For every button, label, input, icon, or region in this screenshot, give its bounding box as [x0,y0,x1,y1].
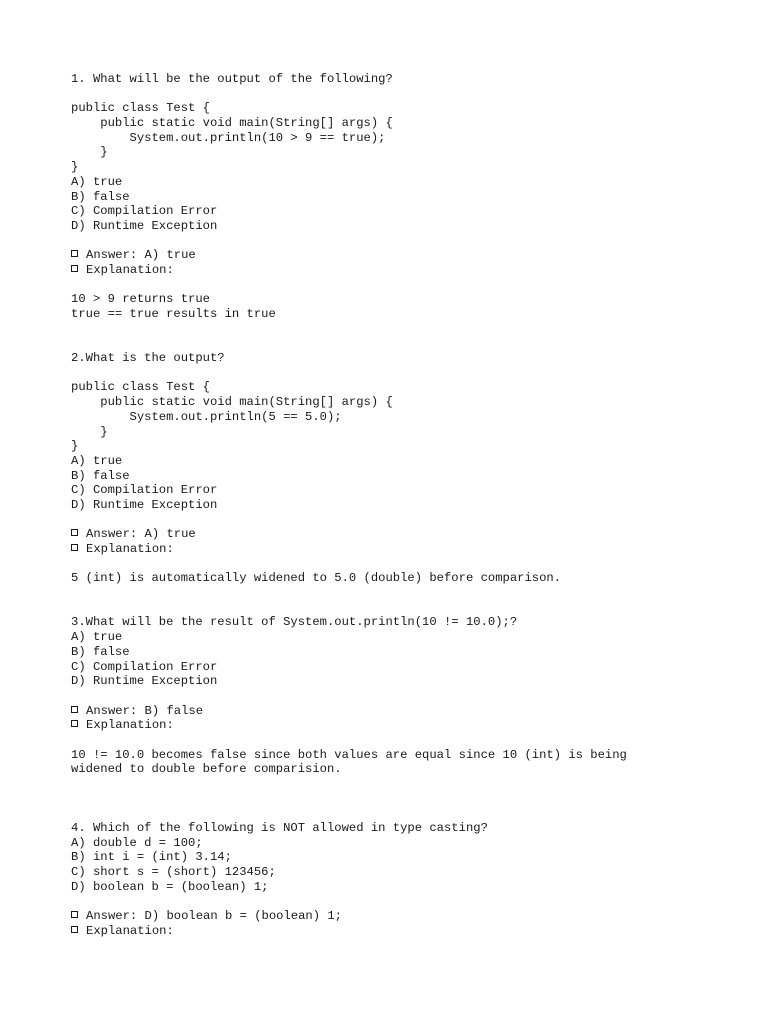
option-a: A) true [71,453,123,468]
code-line: } [71,145,108,160]
answer-text: Answer: A) true [86,527,196,542]
explanation-text: 10 > 9 returns true [71,292,210,307]
code-line: } [71,160,79,175]
option-d: D) Runtime Exception [71,674,218,689]
square-bullet-icon [71,265,78,272]
question-2-title: 2.What is the output? [71,351,225,366]
answer-line [71,248,731,263]
explanation-heading [71,924,731,939]
option-b: B) false [71,644,130,659]
code-line: System.out.println(10 > 9 == true); [71,130,386,145]
answer-line [71,909,731,924]
question-2-code [71,380,731,453]
explanation-label: Explanation: [86,542,174,557]
question-3-title: 3.What will be the result of System.out.println(10 != 10.0);? [71,615,518,630]
answer-text: Answer: D) boolean b = (boolean) 1; [86,909,342,924]
code-line: public static void main(String[] args) { [71,116,393,131]
option-a: A) double d = 100; [71,835,203,850]
square-bullet-icon [71,911,78,918]
option-c: C) Compilation Error [71,204,218,219]
square-bullet-icon [71,720,78,727]
option-b: B) false [71,468,130,483]
explanation-label: Explanation: [86,923,174,938]
code-line: public static void main(String[] args) { [71,395,393,410]
option-c: C) Compilation Error [71,659,218,674]
explanation-label: Explanation: [86,718,174,733]
explanation-text: 5 (int) is automatically widened to 5.0 (double) before comparison. [71,571,562,586]
question-3-options [71,630,731,689]
answer-text: Answer: A) true [86,248,196,263]
answer-line [71,527,731,542]
option-b: B) false [71,189,130,204]
code-line: System.out.println(5 == 5.0); [71,409,342,424]
option-b: B) int i = (int) 3.14; [71,850,232,865]
option-c: C) short s = (short) 123456; [71,865,276,880]
code-line: public class Test { [71,101,210,116]
code-line: public class Test { [71,380,210,395]
explanation-label: Explanation: [86,262,174,277]
explanation-text: 10 != 10.0 becomes false since both values are equal since 10 (int) is being [71,747,627,762]
square-bullet-icon [71,544,78,551]
option-d: D) boolean b = (boolean) 1; [71,879,269,894]
square-bullet-icon [71,529,78,536]
explanation-heading [71,263,731,278]
option-d: D) Runtime Exception [71,218,218,233]
question-1-options [71,175,731,234]
square-bullet-icon [71,706,78,713]
explanation-text: true == true results in true [71,307,276,321]
answer-line [71,704,731,719]
option-a: A) true [71,174,123,189]
code-line: } [71,424,108,439]
option-c: C) Compilation Error [71,483,218,498]
option-a: A) true [71,630,123,645]
answer-text: Answer: B) false [86,703,204,718]
question-1-code [71,101,731,174]
explanation-heading [71,718,731,733]
square-bullet-icon [71,926,78,933]
option-d: D) Runtime Exception [71,497,218,512]
question-4-options [71,836,731,895]
document-page [71,72,731,939]
explanation-heading [71,542,731,557]
explanation-text: widened to double before comparision. [71,762,342,777]
question-1-title: 1. What will be the output of the following? [71,72,393,86]
code-line: } [71,439,79,454]
question-4-title: 4. Which of the following is NOT allowed in type casting? [71,821,488,836]
square-bullet-icon [71,250,78,257]
question-2-options [71,454,731,513]
